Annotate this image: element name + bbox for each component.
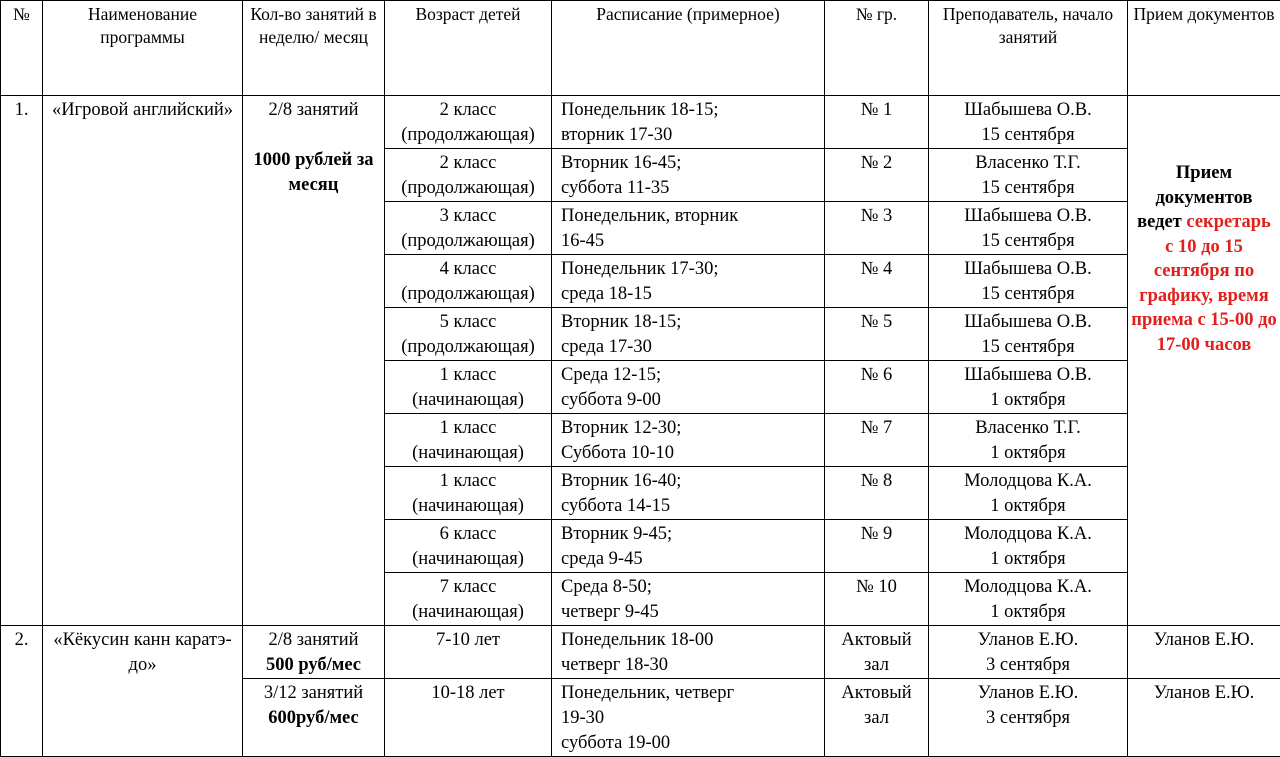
table-row (1, 96, 1280, 149)
program-name: «Игровой английский» (43, 96, 243, 626)
admission-info (1128, 96, 1280, 626)
docs-cell: Уланов Е.Ю. (1128, 626, 1280, 679)
price: 1000 рублей за месяц (253, 150, 373, 195)
teacher-cell: Молодцова К.А. 1 октября (929, 467, 1128, 520)
age-cell: 5 класс (продолжающая) (385, 308, 552, 361)
schedule-cell: Понедельник 18-00 четверг 18-30 (552, 626, 825, 679)
program-name: «Кёкусин канн каратэ-до» (43, 626, 243, 757)
schedule-cell: Понедельник, четверг 19-30 суббота 19-00 (552, 679, 825, 757)
group-cell: Актовый зал (825, 679, 929, 757)
group-cell: № 7 (825, 414, 929, 467)
group-cell: № 4 (825, 255, 929, 308)
lessons-count-value: 2/8 занятий (268, 100, 358, 120)
lessons-count (243, 679, 385, 757)
schedule-cell: Вторник 16-40; суббота 14-15 (552, 467, 825, 520)
lessons-count-value: 3/12 занятий (264, 683, 363, 703)
price: 600руб/мес (268, 708, 358, 728)
age-cell: 7-10 лет (385, 626, 552, 679)
col-age: Возраст детей (385, 1, 552, 96)
col-num: № (1, 1, 43, 96)
price: 500 руб/мес (266, 655, 361, 675)
group-cell: № 6 (825, 361, 929, 414)
program-number: 1. (1, 96, 43, 626)
teacher-cell: Шабышева О.В. 15 сентября (929, 255, 1128, 308)
teacher-cell: Шабышева О.В. 15 сентября (929, 308, 1128, 361)
teacher-cell: Власенко Т.Г. 15 сентября (929, 149, 1128, 202)
age-cell: 10-18 лет (385, 679, 552, 757)
schedule-cell: Вторник 16-45; суббота 11-35 (552, 149, 825, 202)
col-schedule: Расписание (примерное) (552, 1, 825, 96)
schedule-cell: Понедельник 17-30; среда 18-15 (552, 255, 825, 308)
admission-text: Прием документов ведет (1137, 163, 1252, 232)
lessons-count (243, 96, 385, 626)
teacher-cell: Шабышева О.В. 1 октября (929, 361, 1128, 414)
header-row (1, 1, 1280, 96)
schedule-cell: Вторник 12-30; Суббота 10-10 (552, 414, 825, 467)
age-cell: 3 класс (продолжающая) (385, 202, 552, 255)
group-cell: Актовый зал (825, 626, 929, 679)
age-cell: 1 класс (начинающая) (385, 414, 552, 467)
teacher-cell: Уланов Е.Ю. 3 сентября (929, 626, 1128, 679)
teacher-cell: Шабышева О.В. 15 сентября (929, 96, 1128, 149)
teacher-cell: Власенко Т.Г. 1 октября (929, 414, 1128, 467)
schedule-cell: Понедельник 18-15; вторник 17-30 (552, 96, 825, 149)
group-cell: № 3 (825, 202, 929, 255)
age-cell: 1 класс (начинающая) (385, 361, 552, 414)
col-group: № гр. (825, 1, 929, 96)
col-teacher: Преподаватель, начало занятий (929, 1, 1128, 96)
group-cell: № 2 (825, 149, 929, 202)
col-count: Кол-во занятий в неделю/ месяц (243, 1, 385, 96)
lessons-count (243, 626, 385, 679)
age-cell: 6 класс (начинающая) (385, 520, 552, 573)
teacher-cell: Молодцова К.А. 1 октября (929, 573, 1128, 626)
group-cell: № 10 (825, 573, 929, 626)
teacher-cell: Шабышева О.В. 15 сентября (929, 202, 1128, 255)
group-cell: № 9 (825, 520, 929, 573)
teacher-cell: Молодцова К.А. 1 октября (929, 520, 1128, 573)
schedule-cell: Вторник 18-15; среда 17-30 (552, 308, 825, 361)
schedule-cell: Вторник 9-45; среда 9-45 (552, 520, 825, 573)
table-row (1, 626, 1280, 679)
age-cell: 2 класс (продолжающая) (385, 149, 552, 202)
docs-cell: Уланов Е.Ю. (1128, 679, 1280, 757)
lessons-count-value: 2/8 занятий (268, 630, 358, 650)
schedule-cell: Среда 12-15; суббота 9-00 (552, 361, 825, 414)
age-cell: 1 класс (начинающая) (385, 467, 552, 520)
schedule-cell: Понедельник, вторник 16-45 (552, 202, 825, 255)
group-cell: № 5 (825, 308, 929, 361)
group-cell: № 1 (825, 96, 929, 149)
program-number: 2. (1, 626, 43, 757)
teacher-cell: Уланов Е.Ю. 3 сентября (929, 679, 1128, 757)
admission-schedule: секретарь с 10 до 15 сентября по графику, время приема с 15-00 до 17-00 часов (1131, 212, 1276, 355)
age-cell: 2 класс (продолжающая) (385, 96, 552, 149)
schedule-cell: Среда 8-50; четверг 9-45 (552, 573, 825, 626)
age-cell: 7 класс (начинающая) (385, 573, 552, 626)
group-cell: № 8 (825, 467, 929, 520)
col-program: Наименование программы (43, 1, 243, 96)
age-cell: 4 класс (продолжающая) (385, 255, 552, 308)
col-docs: Прием документов (1128, 1, 1280, 96)
